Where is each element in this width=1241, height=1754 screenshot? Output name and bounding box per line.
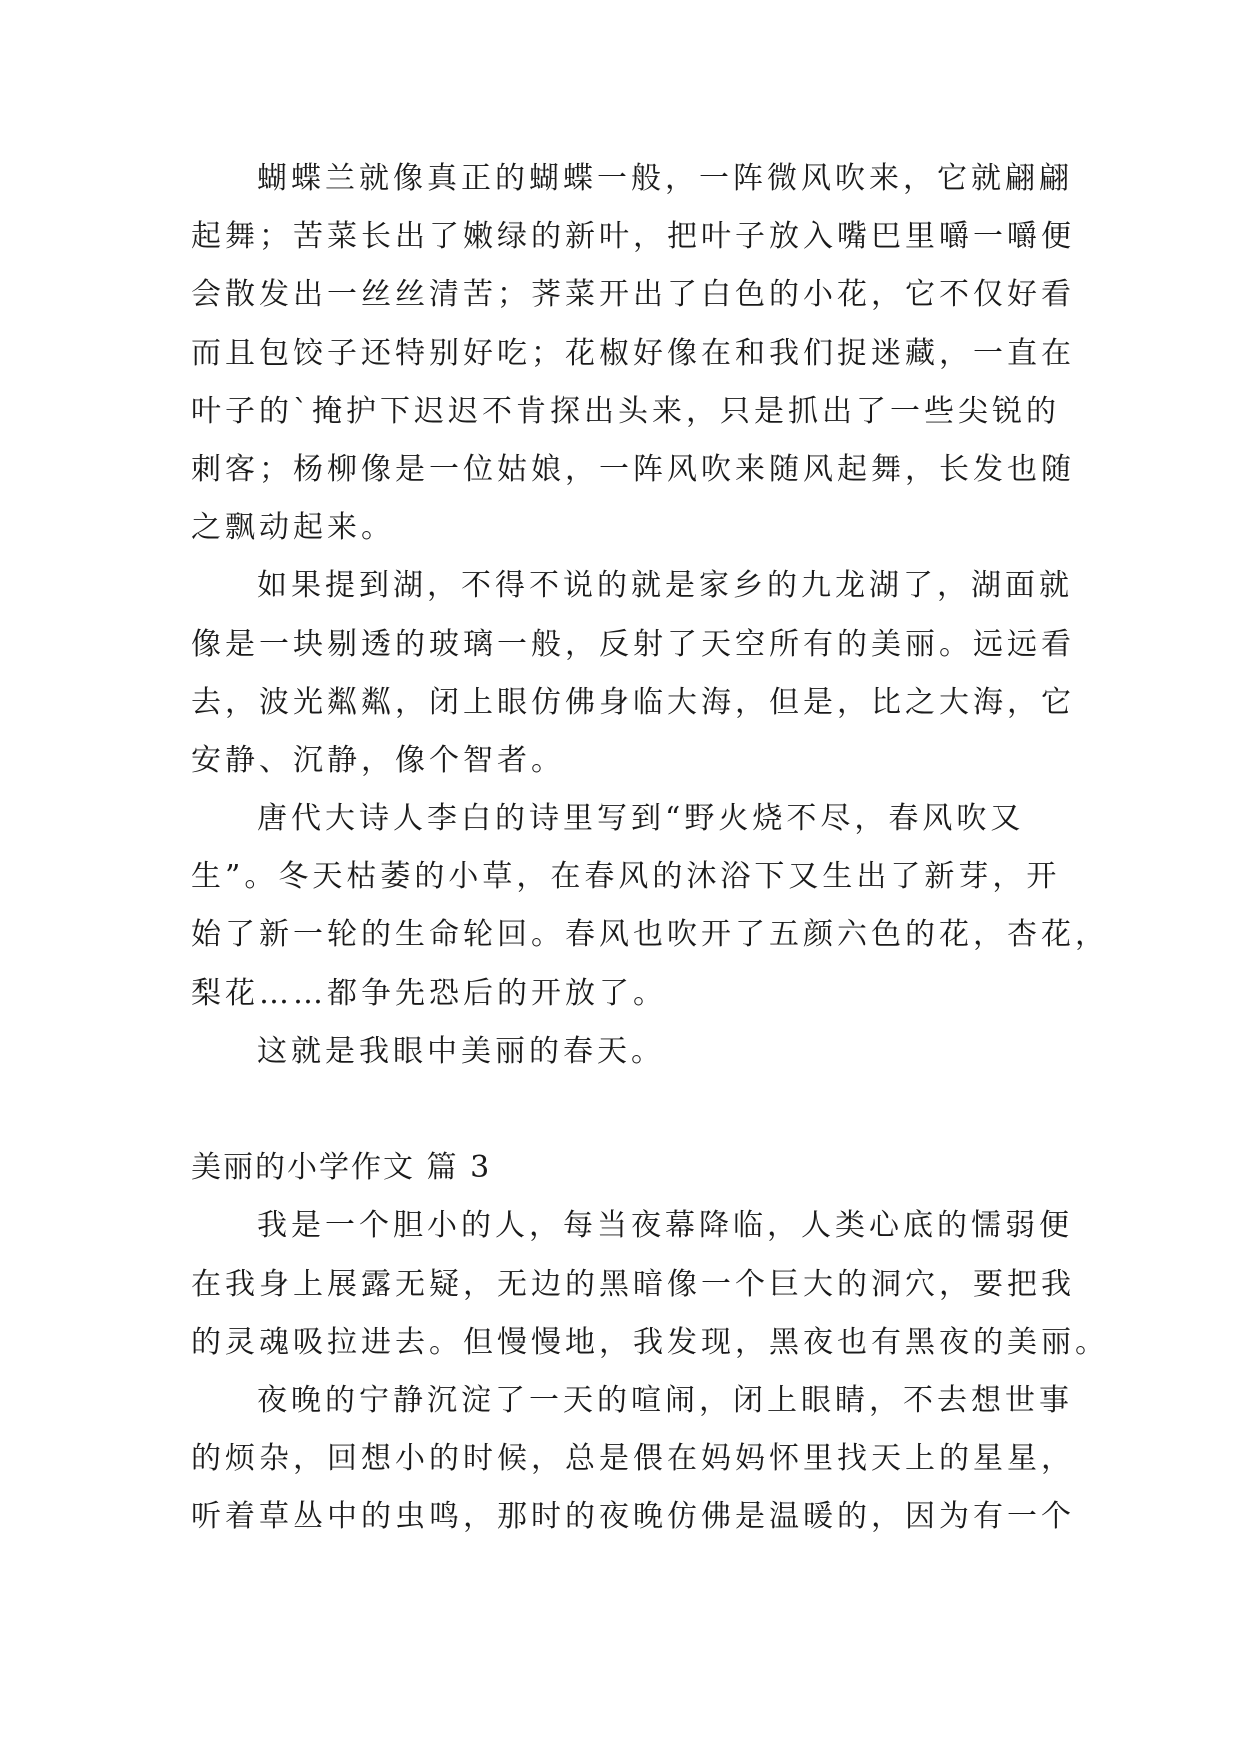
paragraph-2-line-4: 安静、沉静，像个智者。 [191, 742, 565, 778]
paragraph-3-line-3: 始了新一轮的生命轮回。春风也吹开了五颜六色的花，杏花， [191, 917, 1109, 953]
document-page [191, 150, 1109, 1547]
paragraph-1-line-2: 起舞；苦菜长出了嫩绿的新叶，把叶子放入嘴巴里嚼一嚼便 [191, 219, 1075, 255]
paragraph-1-line-5: 叶子的`掩护下迟迟不肯探出头来，只是抓出了一些尖锐的 [191, 393, 1060, 429]
paragraph-4-line-1: 这就是我眼中美丽的春天。 [257, 1033, 665, 1069]
paragraph-3-line-1: 唐代大诗人李白的诗里写到“野火烧不尽，春风吹又 [257, 801, 1025, 837]
section-title: 美丽的小学作文 篇 3 [191, 1150, 492, 1186]
paragraph-1-line-4: 而且包饺子还特别好吃；花椒好像在和我们捉迷藏，一直在 [191, 335, 1075, 371]
paragraph-6-line-2: 的烦杂，回想小的时候，总是偎在妈妈怀里找天上的星星， [191, 1441, 1075, 1477]
paragraph-5-line-1: 我是一个胆小的人，每当夜幕降临，人类心底的懦弱便 [257, 1208, 1073, 1244]
paragraph-1-line-1: 蝴蝶兰就像真正的蝴蝶一般，一阵微风吹来，它就翩翩 [257, 161, 1073, 196]
paragraph-6-line-3: 听着草丛中的虫鸣，那时的夜晚仿佛是温暖的，因为有一个 [191, 1499, 1075, 1535]
paragraph-1-line-7: 之飘动起来。 [191, 510, 395, 546]
paragraph-3-line-2: 生”。冬天枯萎的小草，在春风的沐浴下又生出了新芽，开 [191, 859, 1061, 895]
paragraph-3-line-4: 梨花……都争先恐后的开放了。 [191, 975, 667, 1011]
paragraph-1-line-6: 刺客；杨柳像是一位姑娘，一阵风吹来随风起舞，长发也随 [191, 451, 1075, 487]
paragraph-6-line-1: 夜晚的宁静沉淀了一天的喧闹，闭上眼睛，不去想世事 [257, 1382, 1073, 1418]
paragraph-5-line-3: 的灵魂吸拉进去。但慢慢地，我发现，黑夜也有黑夜的美丽。 [191, 1324, 1109, 1360]
paragraph-2-line-3: 去，波光粼粼，闭上眼仿佛身临大海，但是，比之大海，它 [191, 684, 1075, 720]
paragraph-5-line-2: 在我身上展露无疑，无边的黑暗像一个巨大的洞穴，要把我 [191, 1266, 1075, 1302]
paragraph-1-line-3: 会散发出一丝丝清苦；荠菜开出了白色的小花，它不仅好看 [191, 277, 1075, 313]
document-body [191, 150, 1109, 1547]
paragraph-2-line-1: 如果提到湖，不得不说的就是家乡的九龙湖了，湖面就 [257, 568, 1073, 604]
paragraph-2-line-2: 像是一块剔透的玻璃一般，反射了天空所有的美丽。远远看 [191, 626, 1075, 662]
